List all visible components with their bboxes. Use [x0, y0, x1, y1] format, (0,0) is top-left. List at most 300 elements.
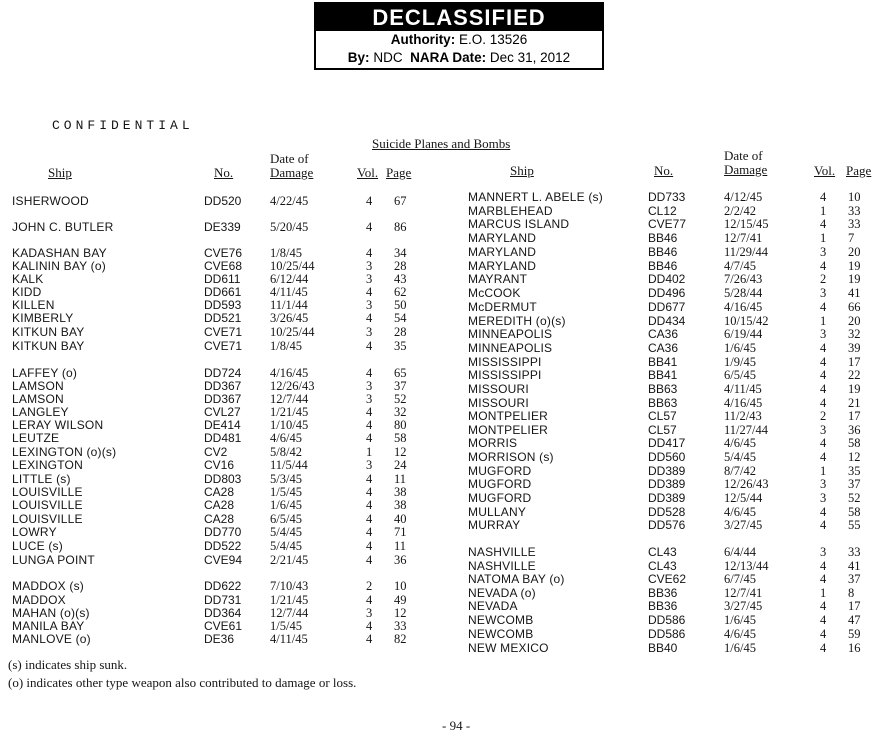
- cell-ship: NEVADA (o): [468, 586, 536, 600]
- cell-page: 8: [848, 586, 855, 600]
- cell-ship: LUNGA POINT: [12, 553, 95, 567]
- cell-vol: 4: [366, 632, 373, 646]
- cell-no: CL57: [648, 423, 677, 437]
- cell-no: DD389: [648, 477, 686, 491]
- cell-vol: 3: [366, 259, 373, 273]
- cell-date: 6/7/45: [724, 572, 756, 586]
- left-table-row: [12, 498, 442, 512]
- cell-page: 33: [848, 545, 861, 559]
- stamp-authority-value: E.O. 13526: [458, 32, 528, 47]
- cell-no: DD586: [648, 613, 686, 627]
- cell-vol: 1: [820, 464, 827, 478]
- cell-no: DD389: [648, 464, 686, 478]
- cell-no: BB63: [648, 382, 678, 396]
- cell-vol: 3: [820, 491, 827, 505]
- cell-vol: 3: [820, 423, 827, 437]
- cell-date: 1/10/45: [270, 418, 309, 432]
- cell-no: CA36: [648, 341, 679, 355]
- cell-no: CV2: [204, 445, 228, 459]
- cell-date: 11/5/44: [270, 458, 308, 472]
- cell-page: 86: [394, 220, 407, 234]
- left-table-row: [12, 553, 442, 567]
- cell-no: DD661: [204, 285, 242, 299]
- cell-page: 19: [848, 259, 861, 273]
- cell-ship: KIMBERLY: [12, 311, 74, 325]
- right-header-date-line1: Date of: [724, 148, 763, 163]
- cell-date: 3/27/45: [724, 518, 763, 532]
- left-table-row: [12, 593, 442, 607]
- cell-date: 2/2/42: [724, 204, 756, 218]
- cell-vol: 4: [366, 246, 373, 260]
- cell-vol: 4: [366, 220, 373, 234]
- cell-ship: LERAY WILSON: [12, 418, 104, 432]
- cell-page: 39: [848, 341, 861, 355]
- right-table-row: [468, 231, 892, 245]
- cell-page: 49: [394, 593, 407, 607]
- left-table-row: [12, 325, 442, 339]
- cell-date: 12/7/41: [724, 586, 763, 600]
- left-header-page: Page: [386, 165, 412, 180]
- cell-no: BB46: [648, 259, 678, 273]
- cell-date: 2/21/45: [270, 553, 309, 567]
- cell-date: 10/25/44: [270, 325, 315, 339]
- right-header-vol: Vol.: [814, 163, 836, 178]
- cell-date: 5/3/45: [270, 472, 302, 486]
- cell-ship: MEREDITH (o)(s): [468, 314, 566, 328]
- cell-vol: 4: [366, 512, 373, 526]
- left-table-row: [12, 246, 442, 260]
- cell-ship: MADDOX: [12, 593, 66, 607]
- cell-date: 6/4/44: [724, 545, 756, 559]
- cell-ship: KILLEN: [12, 298, 55, 312]
- cell-ship: KIDD: [12, 285, 42, 299]
- cell-no: BB46: [648, 245, 678, 259]
- cell-vol: 4: [820, 613, 827, 627]
- cell-vol: 4: [366, 339, 373, 353]
- right-table-row: [468, 518, 892, 532]
- cell-page: 41: [848, 286, 861, 300]
- cell-page: 38: [394, 485, 407, 499]
- cell-vol: 3: [366, 392, 373, 406]
- cell-ship: LITTLE (s): [12, 472, 71, 486]
- cell-date: 4/22/45: [270, 194, 309, 208]
- cell-ship: MADDOX (s): [12, 579, 84, 593]
- cell-no: CL57: [648, 409, 677, 423]
- right-table-row: [468, 286, 892, 300]
- cell-page: 80: [394, 418, 407, 432]
- cell-ship: MORRIS: [468, 436, 518, 450]
- right-table-row: [468, 409, 892, 423]
- cell-no: CVE68: [204, 259, 243, 273]
- cell-no: DD677: [648, 300, 686, 314]
- right-table-row: [468, 382, 892, 396]
- cell-date: 1/8/45: [270, 246, 302, 260]
- left-table-row: [12, 632, 442, 646]
- left-table-row: [12, 606, 442, 620]
- cell-ship: LAMSON: [12, 379, 64, 393]
- cell-page: 17: [848, 599, 861, 613]
- left-table-row: [12, 194, 442, 208]
- cell-page: 62: [394, 285, 407, 299]
- cell-date: 1/9/45: [724, 355, 756, 369]
- cell-vol: 4: [366, 285, 373, 299]
- right-table-row: [468, 204, 892, 218]
- cell-no: CL43: [648, 559, 677, 573]
- left-header-date-line2: Damage: [270, 165, 314, 180]
- left-table-row: [12, 512, 442, 526]
- cell-vol: 2: [820, 272, 827, 286]
- cell-vol: 4: [820, 559, 827, 573]
- right-table-row: [468, 300, 892, 314]
- cell-vol: 4: [820, 396, 827, 410]
- left-table-row: [12, 366, 442, 380]
- left-table-row: [12, 339, 442, 353]
- cell-no: DD733: [648, 190, 686, 204]
- cell-page: 35: [394, 339, 407, 353]
- cell-vol: 1: [366, 445, 373, 459]
- right-header-no: No.: [654, 163, 674, 178]
- cell-page: 17: [848, 355, 861, 369]
- cell-no: DD528: [648, 505, 686, 519]
- cell-vol: 4: [366, 366, 373, 380]
- left-table-row: [12, 418, 442, 432]
- cell-ship: NEW MEXICO: [468, 641, 549, 655]
- cell-date: 4/16/45: [724, 300, 763, 314]
- right-table-row: [468, 217, 892, 231]
- cell-no: CL12: [648, 204, 677, 218]
- cell-no: DD364: [204, 606, 242, 620]
- cell-ship: LAFFEY (o): [12, 366, 78, 380]
- cell-no: DD417: [648, 436, 686, 450]
- cell-ship: MINNEAPOLIS: [468, 341, 553, 355]
- cell-ship: JOHN C. BUTLER: [12, 220, 114, 234]
- cell-no: BB46: [648, 231, 678, 245]
- stamp-by-value: NDC: [373, 50, 403, 65]
- left-table-row: [12, 220, 442, 234]
- right-table-row: [468, 599, 892, 613]
- cell-ship: NEVADA: [468, 599, 518, 613]
- cell-ship: MARYLAND: [468, 259, 537, 273]
- cell-date: 7/10/43: [270, 579, 309, 593]
- cell-page: 24: [394, 458, 407, 472]
- cell-page: 36: [394, 553, 407, 567]
- cell-vol: 4: [366, 194, 373, 208]
- cell-vol: 3: [820, 545, 827, 559]
- cell-no: DD496: [648, 286, 686, 300]
- cell-no: BB36: [648, 586, 678, 600]
- right-table-row: [468, 396, 892, 410]
- cell-ship: NATOMA BAY (o): [468, 572, 565, 586]
- cell-no: DD593: [204, 298, 242, 312]
- cell-ship: MARCUS ISLAND: [468, 217, 570, 231]
- cell-page: 16: [848, 641, 861, 655]
- cell-date: 5/20/45: [270, 220, 309, 234]
- cell-no: BB41: [648, 368, 678, 382]
- right-table-row: [468, 641, 892, 655]
- cell-date: 4/11/45: [270, 285, 308, 299]
- cell-date: 1/5/45: [270, 619, 302, 633]
- cell-page: 32: [394, 405, 407, 419]
- right-table-row: [468, 423, 892, 437]
- cell-no: CA28: [204, 485, 235, 499]
- cell-vol: 4: [820, 641, 827, 655]
- cell-vol: 4: [366, 619, 373, 633]
- cell-no: CVE76: [204, 246, 243, 260]
- cell-vol: 4: [820, 382, 827, 396]
- cell-page: 28: [394, 325, 407, 339]
- cell-ship: NEWCOMB: [468, 627, 534, 641]
- cell-no: CVE61: [204, 619, 243, 633]
- table-title: Suicide Planes and Bombs: [372, 136, 511, 151]
- cell-page: 52: [848, 491, 861, 505]
- cell-vol: 4: [366, 472, 373, 486]
- cell-ship: MARBLEHEAD: [468, 204, 553, 218]
- cell-date: 1/21/45: [270, 593, 309, 607]
- cell-ship: McDERMUT: [468, 300, 537, 314]
- cell-no: DD803: [204, 472, 242, 486]
- cell-ship: McCOOK: [468, 286, 521, 300]
- cell-no: BB36: [648, 599, 678, 613]
- right-table-row: [468, 355, 892, 369]
- cell-vol: 3: [820, 245, 827, 259]
- left-table-row: [12, 525, 442, 539]
- cell-no: DD434: [648, 314, 686, 328]
- left-table-row: [12, 458, 442, 472]
- cell-ship: MAHAN (o)(s): [12, 606, 90, 620]
- cell-vol: 4: [820, 355, 827, 369]
- cell-page: 22: [848, 368, 861, 382]
- cell-vol: 1: [820, 314, 827, 328]
- cell-date: 4/6/45: [270, 431, 302, 445]
- cell-page: 11: [394, 472, 407, 486]
- cell-vol: 4: [820, 450, 827, 464]
- cell-no: CL43: [648, 545, 677, 559]
- cell-ship: MISSOURI: [468, 396, 529, 410]
- cell-vol: 4: [366, 539, 373, 553]
- left-table-row: [12, 472, 442, 486]
- cell-page: 12: [848, 450, 861, 464]
- cell-ship: NEWCOMB: [468, 613, 534, 627]
- cell-no: DD389: [648, 491, 686, 505]
- cell-ship: LEUTZE: [12, 431, 60, 445]
- right-table-row: [468, 572, 892, 586]
- right-table-row: [468, 450, 892, 464]
- cell-page: 41: [848, 559, 861, 573]
- cell-vol: 4: [820, 572, 827, 586]
- cell-no: DD611: [204, 272, 241, 286]
- cell-date: 1/21/45: [270, 405, 309, 419]
- cell-ship: MISSISSIPPI: [468, 368, 542, 382]
- cell-vol: 3: [366, 606, 373, 620]
- left-table-row: [12, 405, 442, 419]
- cell-date: 5/4/45: [270, 525, 302, 539]
- cell-vol: 4: [366, 498, 373, 512]
- cell-date: 4/6/45: [724, 436, 756, 450]
- cell-date: 11/27/44: [724, 423, 768, 437]
- cell-ship: KITKUN BAY: [12, 339, 85, 353]
- cell-date: 4/6/45: [724, 505, 756, 519]
- cell-vol: 4: [820, 505, 827, 519]
- right-header-date-line2: Damage: [724, 162, 768, 177]
- right-table-row: [468, 477, 892, 491]
- cell-ship: MANNERT L. ABELE (s): [468, 190, 603, 204]
- left-table-row: [12, 259, 442, 273]
- right-table-row: [468, 190, 892, 204]
- cell-date: 6/5/45: [724, 368, 756, 382]
- cell-ship: MUGFORD: [468, 477, 532, 491]
- cell-date: 7/26/43: [724, 272, 763, 286]
- cell-vol: 3: [820, 477, 827, 491]
- cell-date: 4/11/45: [724, 382, 762, 396]
- cell-page: 58: [848, 436, 861, 450]
- cell-ship: KITKUN BAY: [12, 325, 85, 339]
- cell-vol: 4: [366, 593, 373, 607]
- cell-ship: LEXINGTON: [12, 458, 83, 472]
- cell-page: 65: [394, 366, 407, 380]
- left-header-no: No.: [214, 165, 234, 180]
- cell-ship: MANILA BAY: [12, 619, 85, 633]
- stamp-authority-line: [316, 31, 602, 49]
- cell-vol: 4: [366, 405, 373, 419]
- cell-vol: 4: [820, 436, 827, 450]
- cell-ship: MINNEAPOLIS: [468, 327, 553, 341]
- cell-date: 8/7/42: [724, 464, 756, 478]
- stamp-by-label: By:: [347, 50, 370, 65]
- cell-ship: LUCE (s): [12, 539, 63, 553]
- cell-date: 10/15/42: [724, 314, 769, 328]
- cell-page: 33: [848, 204, 861, 218]
- cell-ship: KALININ BAY (o): [12, 259, 106, 273]
- cell-page: 47: [848, 613, 861, 627]
- cell-vol: 4: [820, 368, 827, 382]
- stamp-nara-value: Dec 31, 2012: [489, 50, 571, 65]
- cell-no: DD402: [648, 272, 686, 286]
- cell-date: 5/28/44: [724, 286, 763, 300]
- cell-no: DD521: [204, 311, 242, 325]
- cell-date: 4/12/45: [724, 190, 763, 204]
- cell-page: 19: [848, 272, 861, 286]
- right-table-row: [468, 627, 892, 641]
- cell-no: CVL27: [204, 405, 241, 419]
- cell-date: 11/29/44: [724, 245, 768, 259]
- cell-ship: MISSOURI: [468, 382, 529, 396]
- cell-page: 52: [394, 392, 407, 406]
- right-table-row: [468, 491, 892, 505]
- left-header-vol: Vol.: [357, 165, 379, 180]
- cell-ship: MUGFORD: [468, 491, 532, 505]
- right-table-row: [468, 613, 892, 627]
- cell-page: 21: [848, 396, 861, 410]
- page-number: - 94 -: [442, 718, 471, 733]
- cell-vol: 3: [820, 286, 827, 300]
- cell-ship: MANLOVE (o): [12, 632, 91, 646]
- cell-no: BB41: [648, 355, 678, 369]
- right-table-row: [468, 464, 892, 478]
- right-table-row: [468, 436, 892, 450]
- cell-vol: 1: [820, 231, 827, 245]
- cell-ship: MAYRANT: [468, 272, 528, 286]
- cell-vol: 2: [820, 409, 827, 423]
- cell-page: 7: [848, 231, 855, 245]
- cell-no: DD731: [204, 593, 242, 607]
- stamp-authority-label: Authority:: [390, 32, 456, 47]
- left-table-row: [12, 298, 442, 312]
- stamp-nara-label: NARA Date:: [410, 50, 487, 65]
- right-table-row: [468, 314, 892, 328]
- cell-date: 1/5/45: [270, 485, 302, 499]
- cell-vol: 4: [820, 300, 827, 314]
- cell-vol: 3: [366, 379, 373, 393]
- cell-date: 4/16/45: [724, 396, 763, 410]
- right-table-row: [468, 505, 892, 519]
- left-table-row: [12, 445, 442, 459]
- cell-date: 1/6/45: [724, 341, 756, 355]
- cell-page: 37: [848, 477, 861, 491]
- left-table-row: [12, 579, 442, 593]
- left-table-row: [12, 379, 442, 393]
- cell-page: 19: [848, 382, 861, 396]
- cell-date: 5/4/45: [270, 539, 302, 553]
- left-table-row: [12, 285, 442, 299]
- cell-page: 33: [848, 217, 861, 231]
- cell-no: CV16: [204, 458, 235, 472]
- cell-page: 12: [394, 445, 407, 459]
- cell-page: 12: [394, 606, 407, 620]
- cell-page: 40: [394, 512, 407, 526]
- cell-vol: 4: [366, 553, 373, 567]
- classification-label: CONFIDENTIAL: [52, 118, 194, 133]
- cell-vol: 1: [820, 586, 827, 600]
- right-table-row: [468, 245, 892, 259]
- cell-no: BB40: [648, 641, 678, 655]
- cell-date: 1/6/45: [270, 498, 302, 512]
- cell-date: 3/26/45: [270, 311, 309, 325]
- cell-page: 54: [394, 311, 407, 325]
- cell-ship: LANGLEY: [12, 405, 69, 419]
- cell-date: 12/15/45: [724, 217, 769, 231]
- cell-date: 4/11/45: [270, 632, 308, 646]
- right-table-row: [468, 368, 892, 382]
- cell-page: 58: [394, 431, 407, 445]
- cell-vol: 2: [366, 579, 373, 593]
- cell-ship: NASHVILLE: [468, 545, 536, 559]
- cell-no: CVE77: [648, 217, 687, 231]
- cell-date: 4/7/45: [724, 259, 756, 273]
- cell-page: 20: [848, 245, 861, 259]
- cell-no: CVE71: [204, 325, 243, 339]
- left-table-row: [12, 311, 442, 325]
- cell-no: DD576: [648, 518, 686, 532]
- left-table-row: [12, 431, 442, 445]
- right-table-row: [468, 341, 892, 355]
- right-header-page: Page: [846, 163, 872, 178]
- cell-date: 1/8/45: [270, 339, 302, 353]
- cell-ship: LOUISVILLE: [12, 498, 83, 512]
- cell-date: 11/1/44: [270, 298, 308, 312]
- cell-no: CVE94: [204, 553, 243, 567]
- cell-page: 36: [848, 423, 861, 437]
- cell-date: 6/5/45: [270, 512, 302, 526]
- cell-ship: LOUISVILLE: [12, 485, 83, 499]
- cell-page: 67: [394, 194, 407, 208]
- cell-ship: NASHVILLE: [468, 559, 536, 573]
- cell-page: 38: [394, 498, 407, 512]
- cell-vol: 4: [820, 217, 827, 231]
- cell-no: DE339: [204, 220, 241, 234]
- cell-vol: 4: [366, 525, 373, 539]
- cell-no: DD481: [204, 431, 242, 445]
- cell-page: 10: [848, 190, 861, 204]
